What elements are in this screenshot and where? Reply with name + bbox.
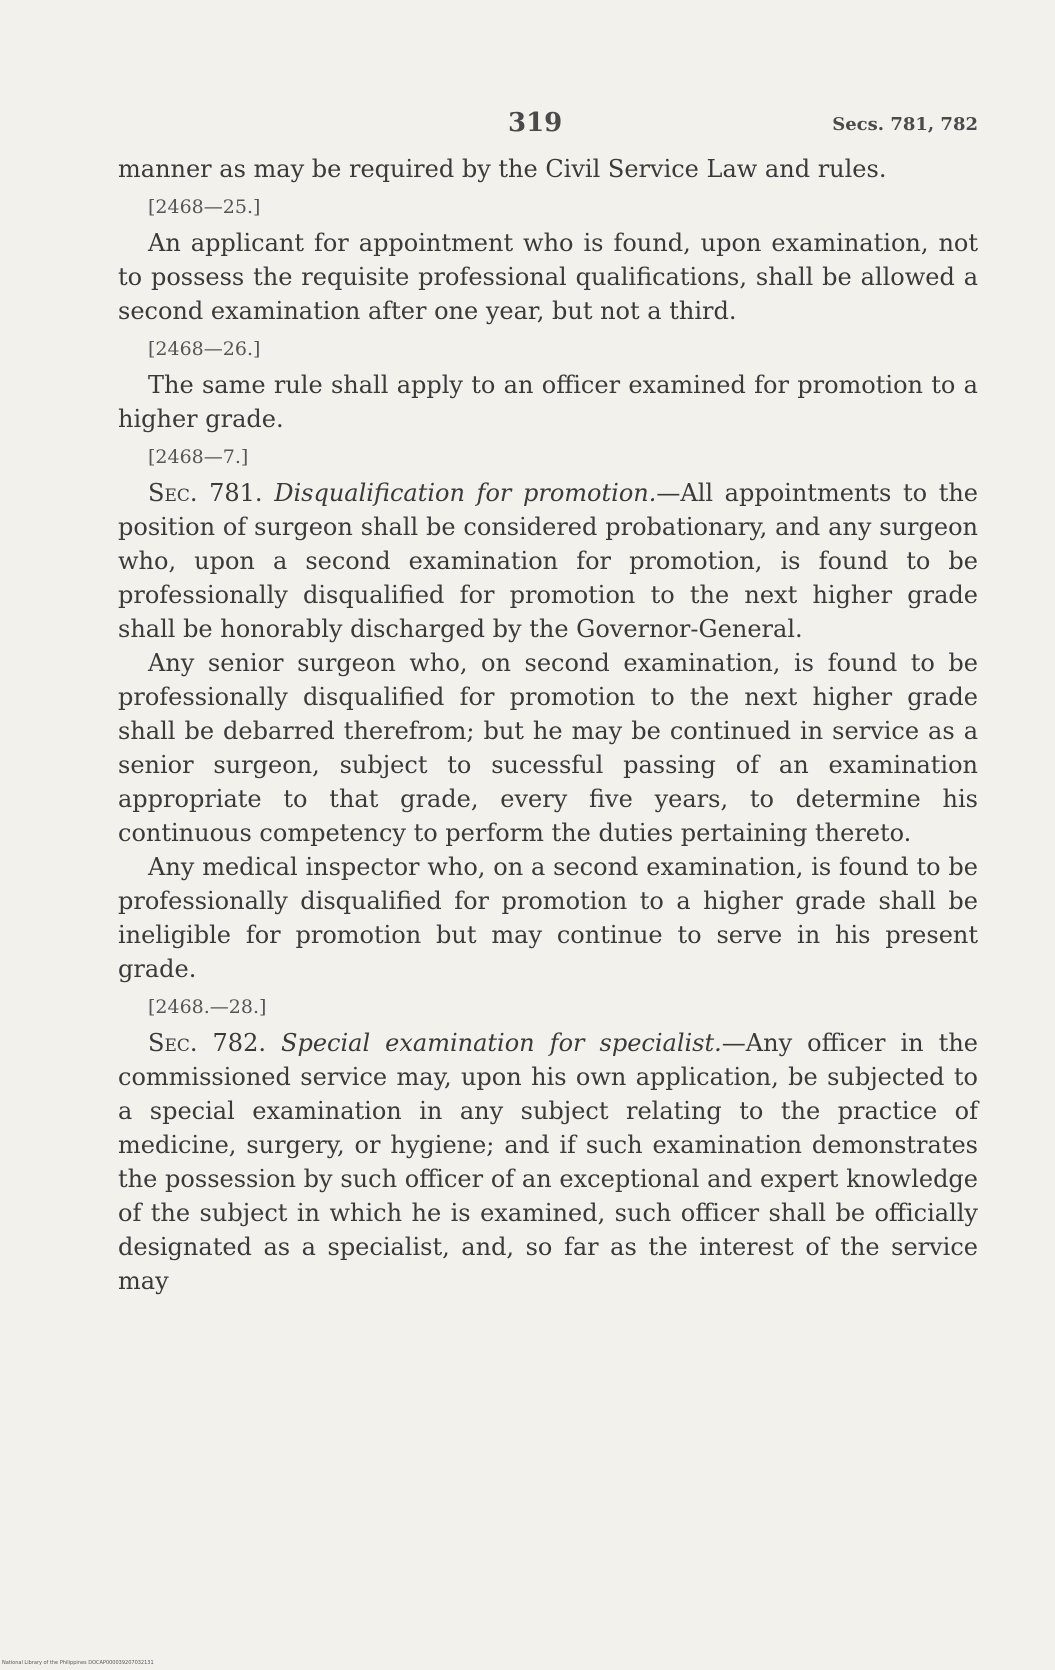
- section-heading: Special examination for specialist.: [281, 1029, 722, 1057]
- section-781: [118, 476, 978, 646]
- scan-footer: National Library of the Philippines DOCAP000039207032131: [2, 1660, 154, 1666]
- section-782: [118, 1026, 978, 1298]
- paragraph: Any medical inspector who, on a second examination, is found to be professionally disqualified for promotion to a higher grade shall be ineligible for promotion but may continue to serve in his present grade.: [118, 853, 978, 983]
- section-label: Sec. 782.: [148, 1029, 266, 1057]
- paragraph: Any senior surgeon who, on second examination, is found to be professionally disqualified for promotion to the next higher grade shall be debarred therefrom; but he may be continued in service as a senior surgeon, subject to sucessful passing of an examination appropriate to that grade, every five years, to determine his continuous competency to perform the duties pertaining thereto.: [118, 649, 978, 847]
- source-reference: [2468—7.]: [148, 446, 249, 468]
- paragraph: The same rule shall apply to an officer examined for promotion to a higher grade.: [118, 371, 978, 433]
- section-heading: Disqualification for promotion.: [274, 479, 657, 507]
- source-reference: [2468—26.]: [148, 338, 261, 360]
- section-text: —All appointments to the position of surgeon shall be considered probationary, and any surgeon who, upon a second examination for promotion, is found to be professionally disqualified for promotion to the next higher grade shall be honorably discharged by the Governor-General.: [118, 479, 979, 643]
- section-reference: Secs. 781, 782: [832, 114, 978, 135]
- document-page: [118, 108, 978, 1298]
- source-reference: [2468.—28.]: [148, 996, 267, 1018]
- page-number: 319: [508, 108, 563, 138]
- running-head: [118, 108, 978, 152]
- source-reference: [2468—25.]: [148, 196, 261, 218]
- paragraph-continuation: manner as may be required by the Civil Service Law and rules.: [118, 155, 887, 183]
- paragraph: An applicant for appointment who is found, upon examination, not to possess the requisite professional qualifications, shall be allowed a second examination after one year, but not a third.: [118, 229, 978, 325]
- section-label: Sec. 781.: [148, 479, 263, 507]
- body-text: [118, 152, 978, 1298]
- section-text: —Any officer in the commissioned service may, upon his own application, be subjected to a special examination in any subject relating to the practice of medicine, surgery, or hygiene; and if such examination demonstrates the possession by such officer of an exceptional and expert knowledge of the subject in which he is examined, such officer shall be officially designated as a specialist, and, so far as the interest of the service may: [118, 1029, 978, 1295]
